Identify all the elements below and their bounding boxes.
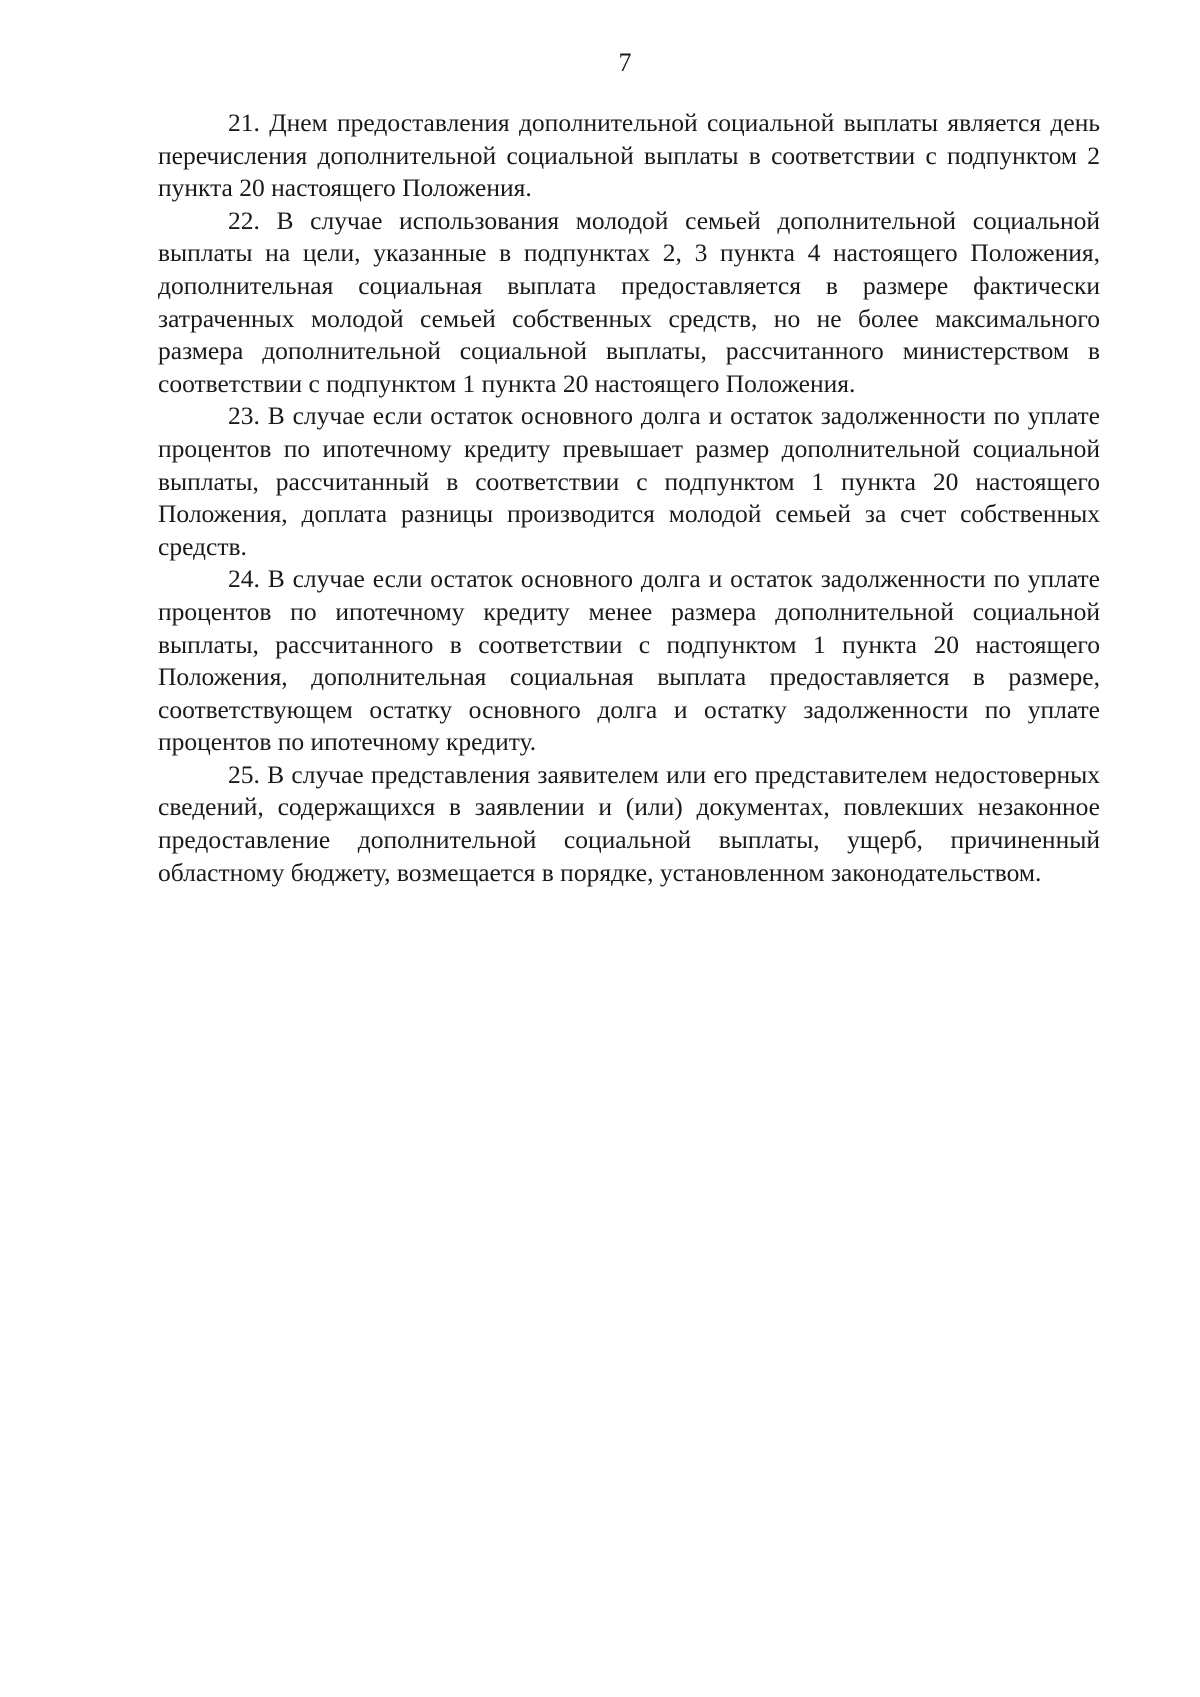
paragraph-21: 21. Днем предоставления дополнительной социальной выплаты является день перечисления дополнительной социальной выплаты в соответствии с подпунктом 2 пункта 20 настоящего Положения. [158,108,1100,203]
paragraph-23: 23. В случае если остаток основного долга и остаток задолженности по уплате процентов по ипотечному кредиту превышает размер дополнительной социальной выплаты, рассчитанный в соответствии с подпунктом 1 пункта 20 настоящего Положения, доплата разницы производится молодой семьей за счет собственных средств. [158,401,1100,561]
paragraph-24: 24. В случае если остаток основного долга и остаток задолженности по уплате процентов по ипотечному кредиту менее размера дополнительной социальной выплаты, рассчитанного в соответствии с подпунктом 1 пункта 20 настоящего Положения, дополнительная социальная выплата предоставляется в размере, соответствующем остатку основного долга и остатку задолженности по уплате процентов по ипотечному кредиту. [158,564,1100,757]
paragraph-22: 22. В случае использования молодой семьей дополнительной социальной выплаты на цели, указанные в подпунктах 2, 3 пункта 4 настоящего Положения, дополнительная социальная выплата предоставляется в размере фактически затраченных молодой семьей собственных средств, но не более максимального размера дополнительной социальной выплаты, рассчитанного министерством в соответствии с подпунктом 1 пункта 20 настоящего Положения. [158,205,1100,398]
document-body [158,107,1100,889]
page-number: 7 [618,48,632,77]
paragraph-25: 25. В случае представления заявителем или его представителем недостоверных сведений, содержащихся в заявлении и (или) документах, повлекших незаконное предоставление дополнительной социальной выплаты, ущерб, причиненный областному бюджету, возмещается в порядке, установленном законодательством. [158,759,1100,887]
